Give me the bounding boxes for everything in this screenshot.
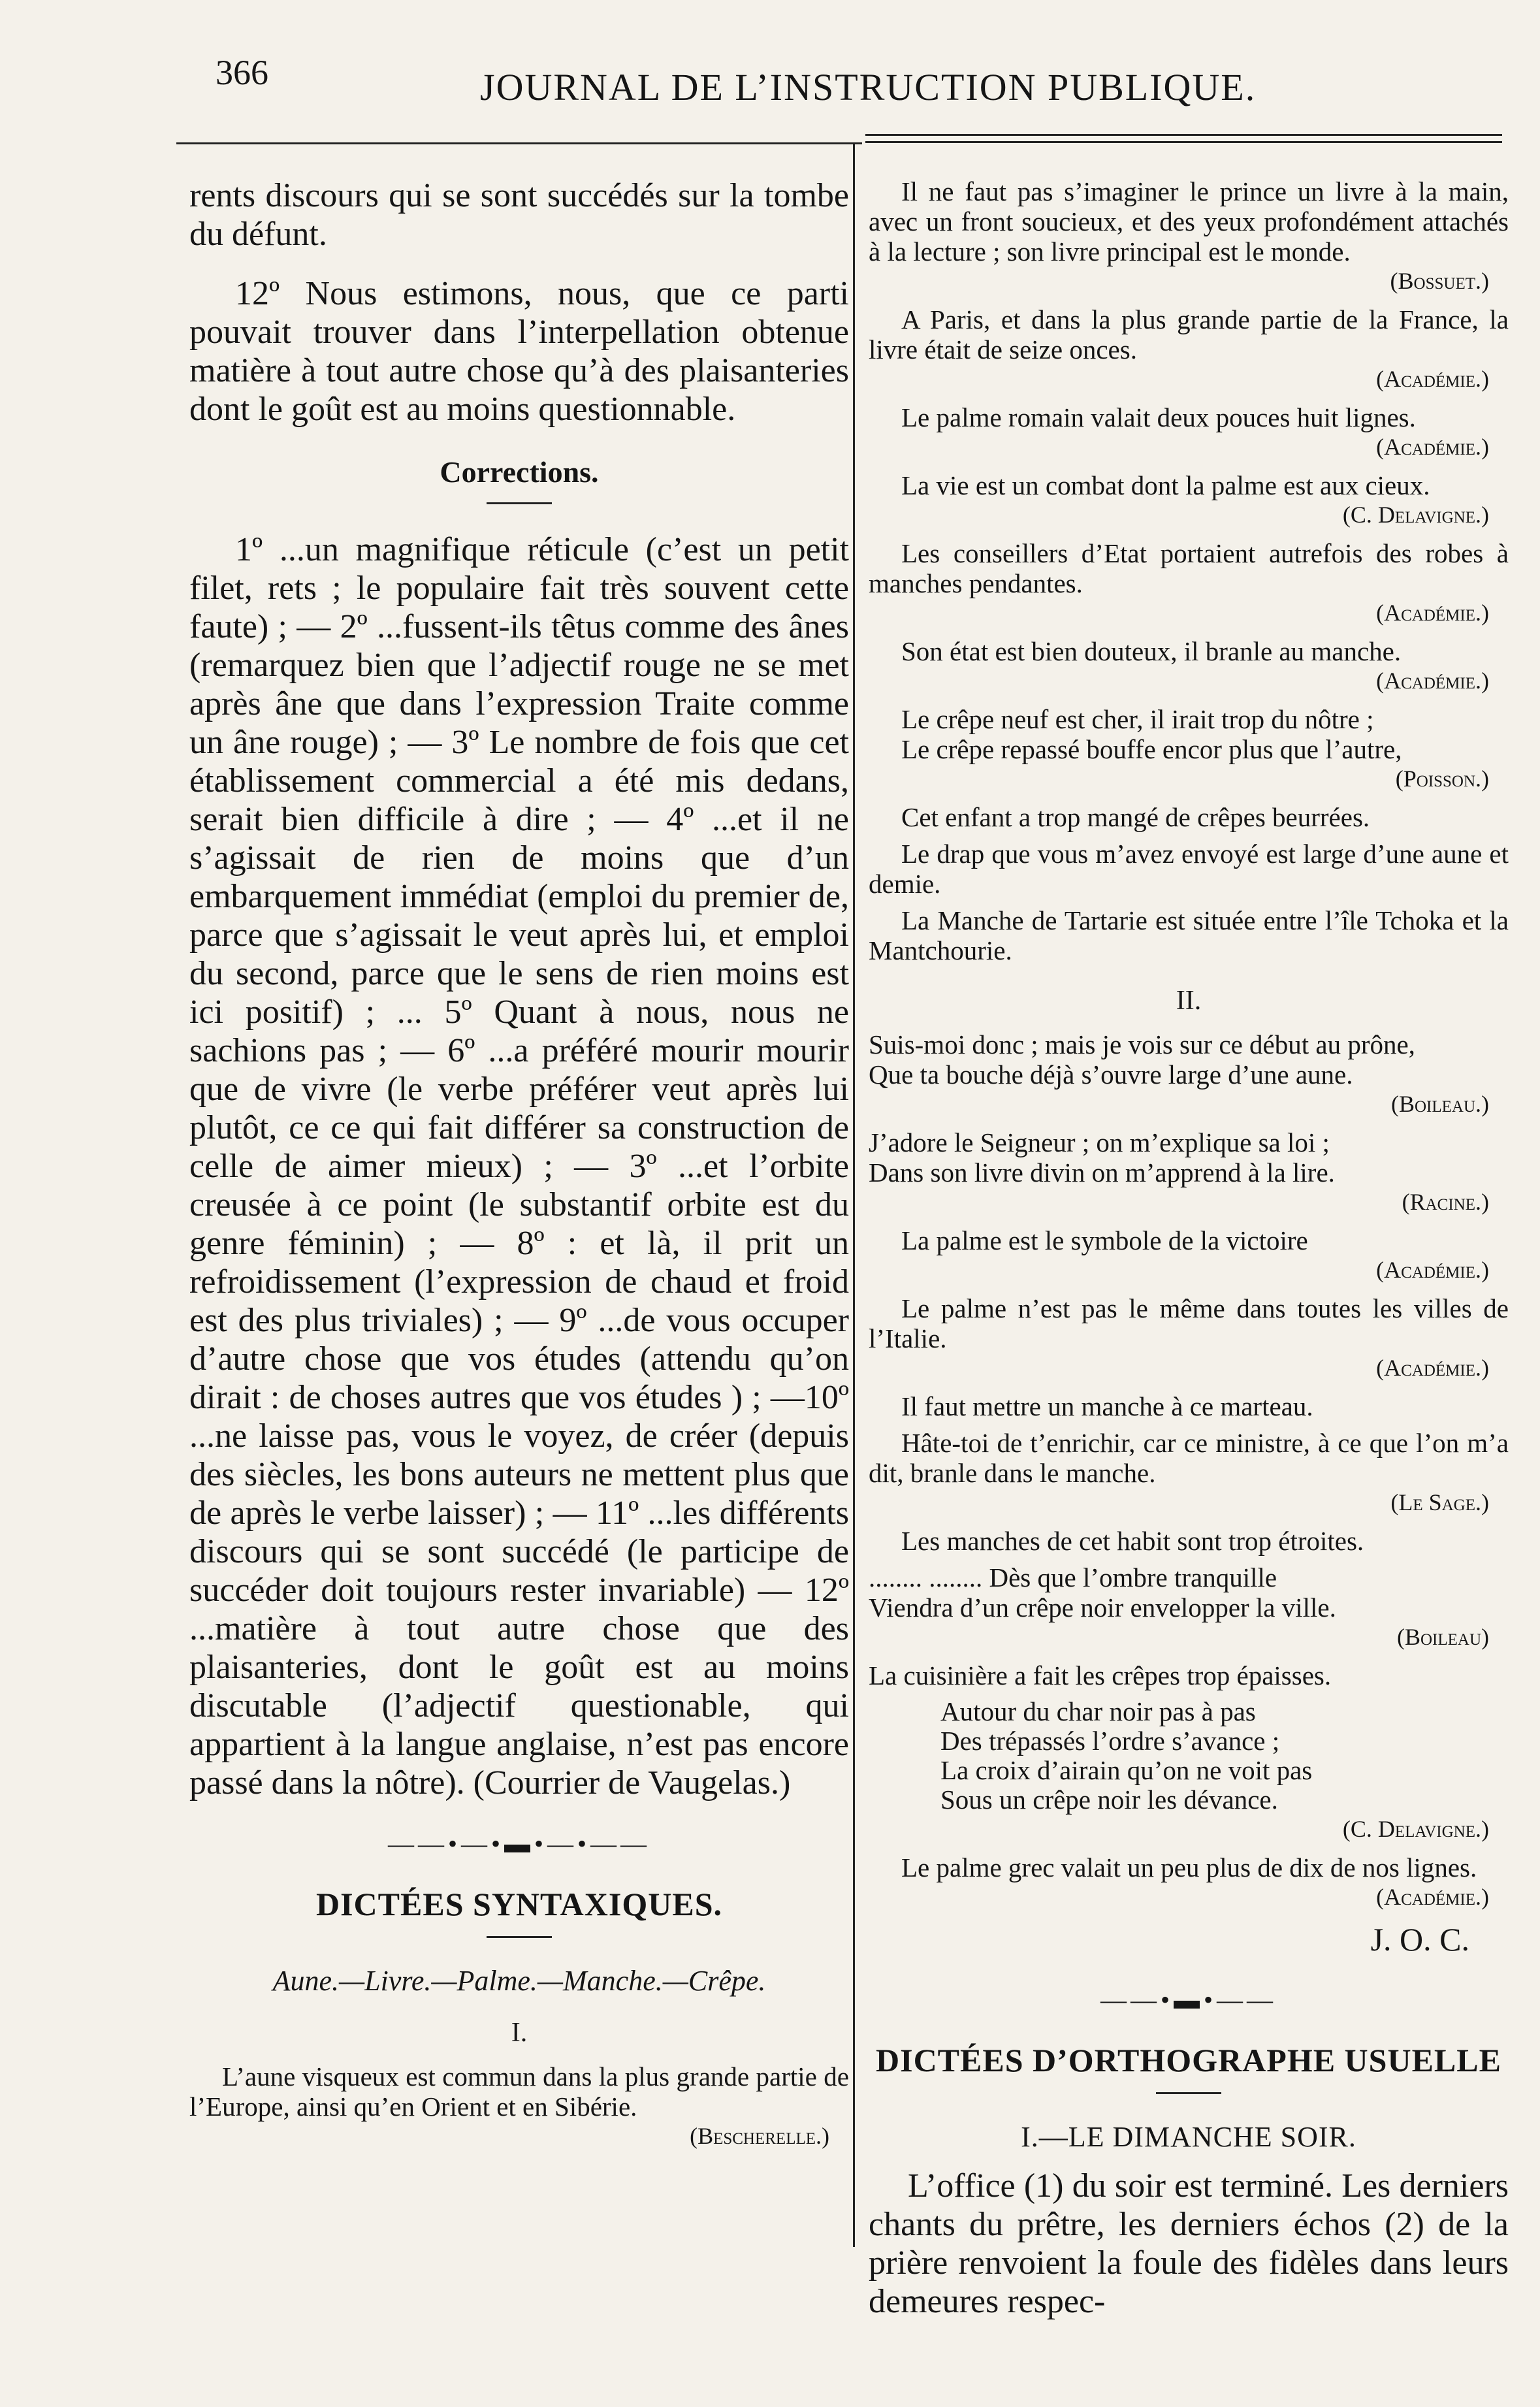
example: Le palme grec valait un peu plus de dix de nos lignes. — [901, 1852, 1477, 1882]
example-source: (Boileau.) — [1390, 1091, 1489, 1117]
header-rule-left — [176, 142, 862, 144]
page-header — [0, 0, 1540, 131]
example-source: (Académie.) — [1376, 1884, 1489, 1910]
example: Cet enfant a trop mangé de crêpes beurrées. — [901, 802, 1370, 832]
example-source: (C. Delavigne.) — [1342, 502, 1489, 528]
corrections-heading: Corrections. — [440, 455, 599, 489]
example: ........ ........ Dès que l’ombre tranquille — [869, 1562, 1277, 1592]
ornament-divider: ——•▬•—— — [1100, 1985, 1277, 2014]
corrections-text: 1º ...un magnifique réticule (c’est un petit filet, rets ; le populaire fait très souvent cette faute) ; — 2º ...fussent-ils têtus comme des ânes (remarquez bien que l’adjectif rouge ne se met après âne que dans l’expression Traite comme un âne rouge) ; — 3º Le nombre de fois que cet établissement commercial a été mis dedans, serait bien difficile à dire ; — 4º ...et il ne s’agissait de rien de moins que d’un embarquement immédiat (emploi du premier de, parce que s’agissait le veut après lui, et emploi du second, parce que le sens de rien moins est ici positif) ; ... 5º Quant à nous, nous ne sachions pas ; — 6º ...a préféré mourir mourir que de vivre (le verbe préférer veut après lui plutôt, ce ce qui fait différer sa construction de celle de aimer mieux) ; — 3º ...et l’orbite creusée à ce point (le substantif orbite est du genre féminin) ; — 8º : et là, il prit un refroidissement (l’expression de chaud et froid est des plus triviales) ; — 9º ...de vous occuper d’autre chose que vos études (attendu qu’on dirait : de choses autres que vos études ) ; —10º ...ne laisse pas, vous le voyez, de créer (depuis des siècles, les bons auteurs ne mettent plus que de après le verbe laisser) ; — 11º ...les différents discours qui se sont succédé (le participe de succéder doit toujours rester invariable) — 12º ...matière à tout autre chose que des plaisanteries, dont le goût est au moins discutable (l’adjectif questionable, qui appartient à la langue anglaise, n’est pas encore passé dans la nôtre). (Courrier de Vaugelas.) — [189, 531, 849, 1801]
example: J’adore le Seigneur ; on m’explique sa loi ; — [869, 1127, 1330, 1157]
example-source: (Académie.) — [1376, 1257, 1489, 1283]
example-source: (C. Delavigne.) — [1342, 1816, 1489, 1842]
example-source: (Académie.) — [1376, 600, 1489, 626]
verse-line: Des trépassés l’ordre s’avance ; — [940, 1726, 1280, 1756]
aune-source: (Bescherelle.) — [690, 2123, 829, 2149]
aune-example: L’aune visqueux est commun dans la plus grande partie de l’Europe, ainsi qu’en Orient et en Sibérie. — [189, 2061, 849, 2122]
dictees-subtitle: Aune.—Livre.—Palme.—Manche.—Crêpe. — [272, 1965, 766, 1997]
example: Il faut mettre un manche à ce marteau. — [901, 1391, 1313, 1421]
column-divider — [853, 144, 855, 2247]
signature: J. O. C. — [1370, 1921, 1469, 1958]
example: Le crêpe repassé bouffe encor plus que l’autre, — [901, 734, 1402, 764]
example-source: (Académie.) — [1376, 668, 1489, 694]
section-rule — [1156, 2092, 1221, 2094]
example: Son état est bien douteux, il branle au manche. — [901, 636, 1402, 666]
example: Les conseillers d’Etat portaient autrefois des robes à manches pendantes. — [869, 538, 1509, 598]
example: Le palme n’est pas le même dans toutes les villes de l’Italie. — [869, 1293, 1509, 1353]
ortho-subheading: I.—LE DIMANCHE SOIR. — [1021, 2121, 1356, 2153]
example: Suis-moi donc ; mais je vois sur ce début au prône, — [869, 1029, 1415, 1059]
example: Que ta bouche déjà s’ouvre large d’une aune. — [869, 1059, 1353, 1090]
example: Les manches de cet habit sont trop étroites. — [901, 1526, 1364, 1556]
verse-line: Sous un crêpe noir les dévance. — [940, 1785, 1278, 1815]
example: La vie est un combat dont la palme est aux cieux. — [901, 470, 1430, 500]
dictees-orthographe-heading: DICTÉES D’ORTHOGRAPHE USUELLE — [876, 2042, 1501, 2078]
example: Le crêpe neuf est cher, il irait trop du nôtre ; — [901, 704, 1374, 734]
example: A Paris, et dans la plus grande partie de la France, la livre était de seize onces. — [869, 304, 1509, 364]
example: Le drap que vous m’avez envoyé est large d’une aune et demie. — [869, 839, 1509, 899]
example: Il ne faut pas s’imaginer le prince un livre à la main, avec un front soucieux, et des yeux profondément attachés à la lecture ; son livre principal est le monde. — [869, 176, 1509, 267]
verse-line: La croix d’airain qu’on ne voit pas — [940, 1755, 1313, 1785]
ortho-text: L’office (1) du soir est terminé. Les derniers chants du prêtre, les derniers échos (2) de la prière renvoient la foule des fidèles dans leurs demeures respec- — [869, 2167, 1509, 2320]
section-rule — [487, 1936, 552, 1938]
example-source: (Bossuet.) — [1390, 268, 1489, 294]
example-source: (Académie.) — [1376, 1355, 1489, 1381]
example: Le palme romain valait deux pouces huit lignes. — [901, 402, 1416, 432]
journal-title: JOURNAL DE L’INSTRUCTION PUBLIQUE. — [480, 66, 1257, 108]
example-source: (Poisson.) — [1395, 766, 1489, 792]
left-column — [189, 176, 849, 2159]
example: La cuisinière a fait les crêpes trop épaisses. — [869, 1660, 1332, 1690]
example: Viendra d’un crêpe noir envelopper la ville. — [869, 1592, 1336, 1623]
section-rule — [487, 502, 552, 504]
example-source: (Académie.) — [1376, 366, 1489, 392]
example: Dans son livre divin on m’apprend à la lire. — [869, 1157, 1335, 1187]
header-rule-right — [865, 134, 1502, 143]
example-source: (Racine.) — [1402, 1189, 1489, 1215]
section-number-ii: II. — [1176, 986, 1202, 1016]
paragraph-continued: rents discours qui se sont succédés sur la tombe du défunt. — [189, 177, 849, 253]
verse-line: Autour du char noir pas à pas — [940, 1696, 1256, 1726]
example: La palme est le symbole de la victoire — [901, 1225, 1308, 1255]
right-column — [869, 176, 1509, 2321]
paragraph-12: 12º Nous estimons, nous, que ce parti pouvait trouver dans l’interpellation obtenue matière à tout autre chose qu’à des plaisanteries dont le goût est au moins questionnable. — [189, 275, 849, 428]
example: La Manche de Tartarie est située entre l’île Tchoka et la Mantchourie. — [869, 905, 1509, 965]
example-source: (Académie.) — [1376, 434, 1489, 460]
example-source: (Le Sage.) — [1390, 1489, 1489, 1515]
example: Hâte-toi de t’enrichir, car ce ministre, à ce que l’on m’a dit, branle dans le manche. — [869, 1428, 1509, 1488]
ornament-divider: ——•—•▬•—•—— — [387, 1829, 650, 1858]
example-source: (Boileau) — [1396, 1624, 1489, 1650]
dictees-syntaxiques-heading: DICTÉES SYNTAXIQUES. — [315, 1886, 723, 1922]
section-number-i: I. — [511, 2018, 528, 2048]
page-number: 366 — [216, 53, 268, 92]
